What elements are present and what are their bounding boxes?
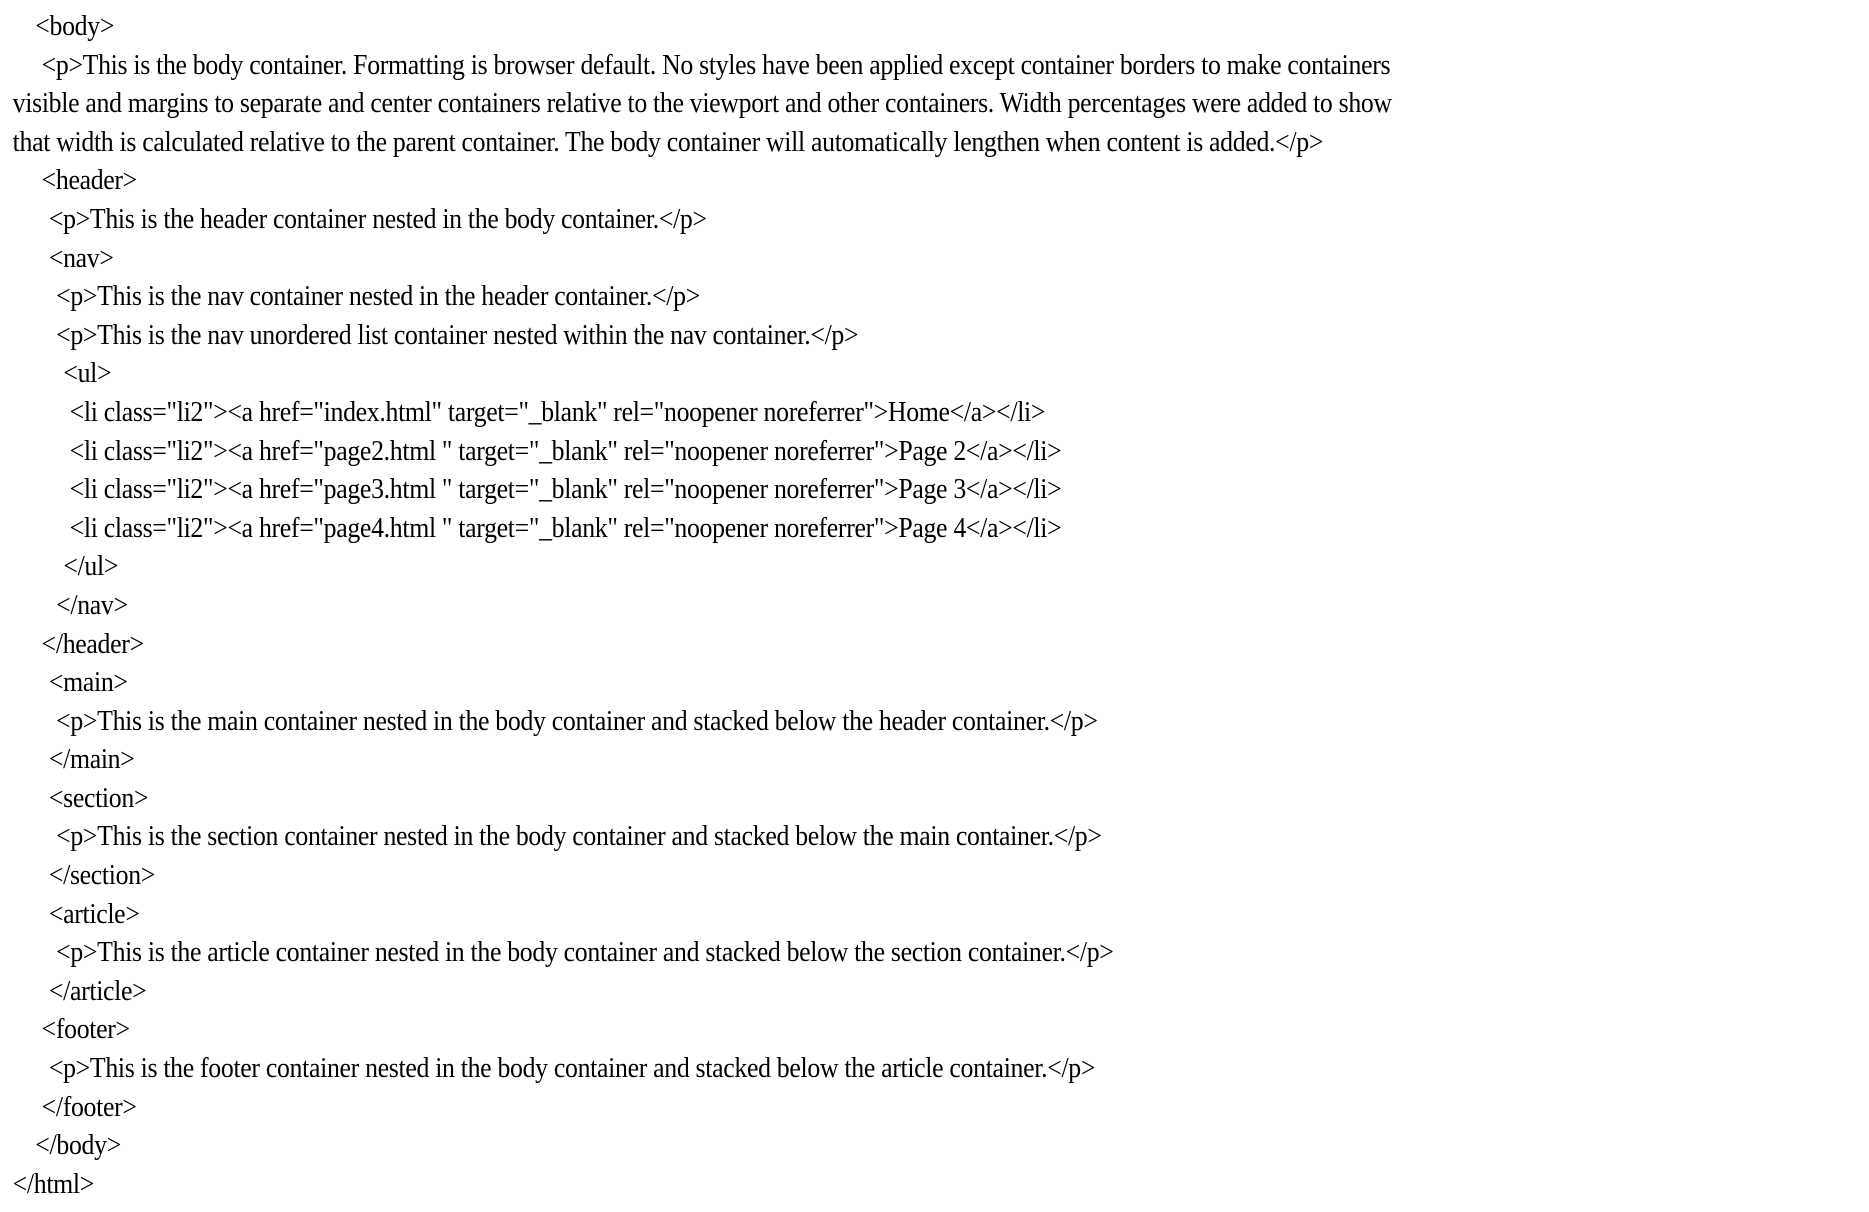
code-line-nav-list-paragraph: <p>This is the nav unordered list container nested within the nav container.</p> <box>56 319 859 351</box>
code-line-li-home: <li class="li2"><a href="index.html" target="_blank" rel="noopener noreferrer">Home</a></li> <box>69 396 1046 428</box>
code-line-main-paragraph: <p>This is the main container nested in the body container and stacked below the header container.</p> <box>56 705 1098 737</box>
code-line-main-close: </main> <box>48 744 135 776</box>
code-line-li-page3: <li class="li2"><a href="page3.html " target="_blank" rel="noopener noreferrer">Page 3</a></li> <box>69 474 1062 506</box>
code-line-body-paragraph-2: visible and margins to separate and center containers relative to the viewport and other containers. Width percentages were added to show <box>12 88 1392 120</box>
code-line-html-close: </html> <box>12 1168 95 1200</box>
code-line-li-page2: <li class="li2"><a href="page2.html " target="_blank" rel="noopener noreferrer">Page 2</a></li> <box>69 435 1062 467</box>
code-line-footer-open: <footer> <box>41 1014 130 1046</box>
code-line-body-open: <body> <box>35 11 115 42</box>
code-line-li-page4: <li class="li2"><a href="page4.html " target="_blank" rel="noopener noreferrer">Page 4</a></li> <box>69 512 1062 544</box>
code-line-nav-paragraph: <p>This is the nav container nested in the header container.</p> <box>56 281 700 313</box>
code-line-section-close: </section> <box>48 860 156 892</box>
code-line-nav-close: </nav> <box>56 589 128 621</box>
code-line-body-paragraph-1: <p>This is the body container. Formatting is browser default. No styles have been applied except container borders to make containers <box>41 49 1391 81</box>
code-line-header-close: </header> <box>41 628 144 660</box>
code-line-section-paragraph: <p>This is the section container nested in the body container and stacked below the main container.</p> <box>56 821 1102 853</box>
code-line-article-close: </article> <box>48 975 147 1007</box>
code-line-footer-paragraph: <p>This is the footer container nested in the body container and stacked below the article container.</p> <box>48 1053 1096 1085</box>
code-line-article-paragraph: <p>This is the article container nested in the body container and stacked below the section container.</p> <box>56 937 1114 969</box>
code-line-body-close: </body> <box>35 1130 121 1162</box>
code-line-ul-close: </ul> <box>63 551 119 583</box>
code-line-header-open: <header> <box>41 165 137 197</box>
code-line-main-open: <main> <box>48 667 128 699</box>
code-line-nav-open: <nav> <box>48 242 114 274</box>
code-line-article-open: <article> <box>48 898 140 930</box>
code-line-header-paragraph: <p>This is the header container nested in the body container.</p> <box>48 203 707 235</box>
code-line-footer-close: </footer> <box>41 1091 137 1123</box>
code-line-body-paragraph-3: that width is calculated relative to the parent container. The body container will automatically lengthen when content is added.</p> <box>12 126 1324 158</box>
code-line-ul-open: <ul> <box>63 358 112 390</box>
code-line-section-open: <section> <box>48 782 149 814</box>
